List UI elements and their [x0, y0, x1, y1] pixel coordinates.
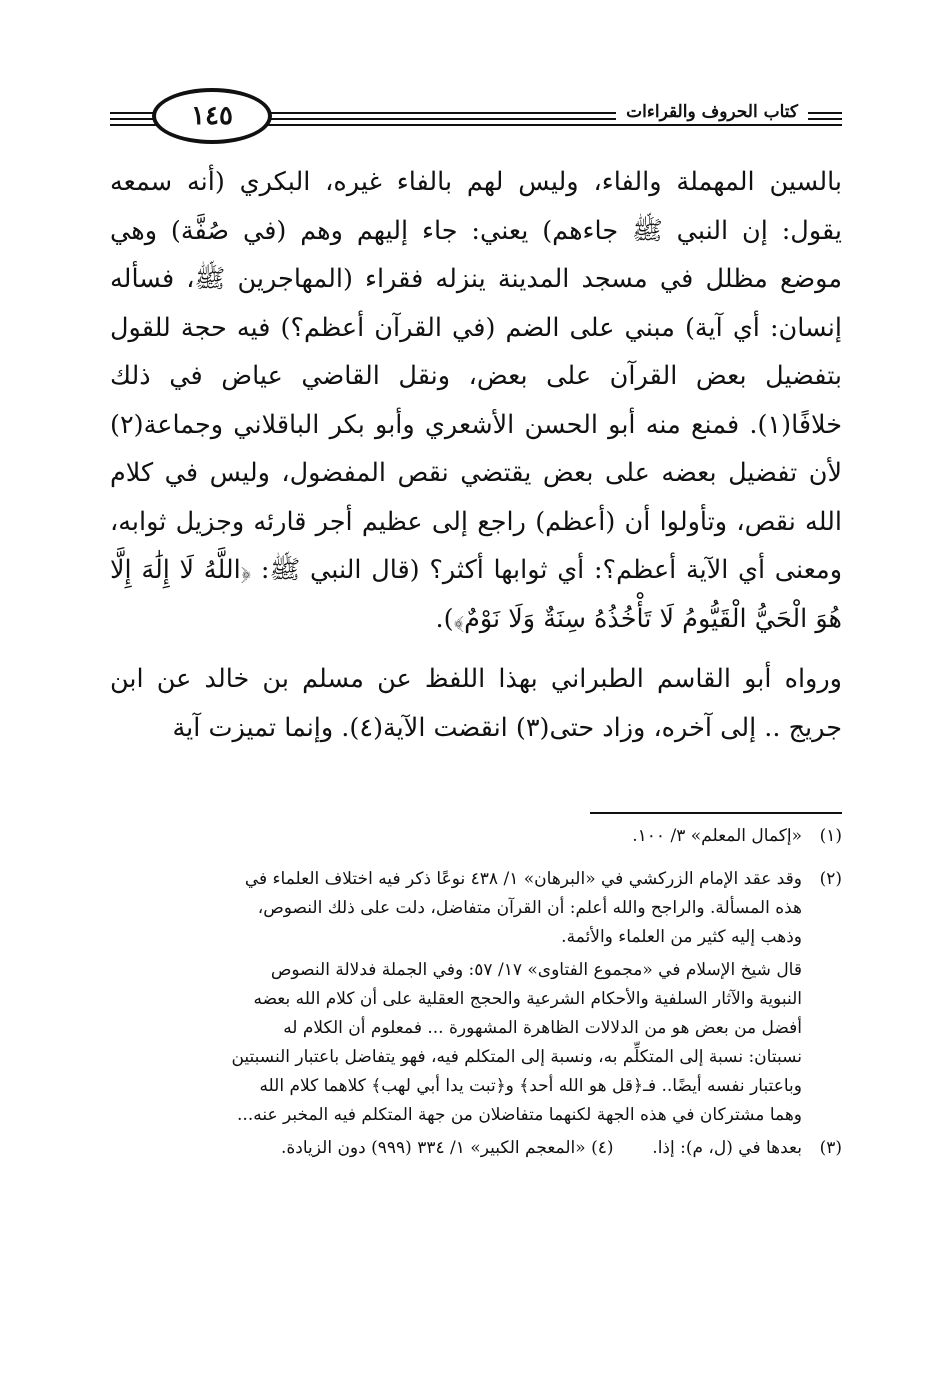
footnote-1: [110, 822, 842, 851]
paragraph-1: [110, 158, 842, 643]
footnote-number: (٤): [591, 1138, 614, 1158]
footnote-line: قال شيخ الإسلام في «مجموع الفتاوى» ١٧/ ٥٧: وفي الجملة فدلالة النصوص: [270, 960, 802, 980]
footnote-line: وذهب إليه كثير من العلماء والأئمة.: [561, 927, 802, 947]
text-line: راجع إلى عظيم أجر قارئه وجزيل ثوابه، ومعنى أي الآية أعظم؟:: [110, 506, 843, 585]
footnote-text: «المعجم الكبير» ١/ ٣٣٤ (٩٩٩) دون الزيادة.: [280, 1138, 586, 1158]
text-line: بالسين المهملة والفاء، وليس لهم بالفاء غيره، البكري (أنه سمعه يقول:: [110, 167, 843, 246]
footnote-2: [110, 865, 842, 952]
footnote-line: النبوية والآثار السلفية والأحكام الشرعية والحجج العقلية على أن كلام الله بعضه: [253, 989, 802, 1009]
text-line: في مسجد المدينة ينزله فقراء (المهاجرين ﷺ، فسأله إنسان: أي آية) مبني: [110, 264, 842, 343]
text-line: ورواه أبو القاسم الطبراني بهذا اللفظ عن مسلم بن خالد عن ابن: [110, 664, 842, 694]
footnotes: [110, 822, 842, 1163]
footnote-line: هذه المسألة. والراجح والله أعلم: أن القرآن متفاضل، دلت على ذلك النصوص،: [257, 898, 802, 918]
footnote-text: «إكمال المعلم» ٣/ ١٠٠.: [632, 826, 802, 846]
book-title: كتاب الحروف والقراءات: [616, 102, 808, 122]
footnotes-3-4: [110, 1134, 842, 1163]
footnote-text: بعدها في (ل، م): إذا.: [652, 1138, 802, 1158]
footnote-2-quote: [110, 956, 842, 1130]
text-line: الأشعري وأبو بكر الباقلاني وجماعة(٢) لأن تفضيل بعضه على بعض: [110, 409, 842, 488]
text-line: يقتضي نقص المفضول، وليس في كلام الله نقص، وتأولوا أن (أعظم): [110, 458, 843, 537]
text-line: جريج .. إلى آخره، وزاد حتى(٣) انقضت الآية(٤). وإنما تميزت آية: [172, 712, 842, 743]
text-line: تَأْخُذُهُ سِنَةٌ وَلَا نَوْمٌ﴾).: [435, 603, 652, 634]
footnote-line: وقد عقد الإمام الزركشي في «البرهان» ١/ ٤٣٨ نوعًا ذكر فيه اختلاف العلماء في: [244, 869, 802, 889]
footnote-line: أفضل من بعض هو من الدلالات الظاهرة المشهورة ... فمعلوم أن الكلام له: [283, 1018, 802, 1038]
text-line: أي ثوابها أكثر؟ (قال النبي ﷺ: ﴿اللَّهُ لَا إِلَٰهَ إِلَّا هُوَ الْحَيُّ الْقَيُّومُ لَا: [110, 555, 842, 634]
page-number: ١٤٥: [152, 88, 272, 144]
text-line: على الضم (في القرآن أعظم؟) فيه حجة للقول بتفضيل بعض القرآن على: [110, 312, 842, 391]
text-line: بعض، ونقل القاضي عياض في ذلك خلافًا(١). فمنع منه أبو الحسن: [110, 361, 843, 440]
footnote-line: وباعتبار نفسه أيضًا.. فـ﴿قل هو الله أحد﴾ و﴿تبت يدا أبي لهب﴾ كلاهما كلام الله: [259, 1076, 802, 1096]
footnote-separator: [590, 812, 842, 814]
text-line: إن النبي ﷺ جاءهم) يعني: جاء إليهم وهم (في صُفَّة) وهي موضع مظلل: [110, 215, 843, 294]
main-text: [110, 158, 842, 752]
paragraph-2: [110, 655, 842, 752]
footnote-number: (١): [819, 826, 842, 846]
footnote-line: وهما مشتركان في هذه الجهة لكنهما متفاضلان من جهة المتكلم فيه المخبر عنه...: [237, 1105, 802, 1125]
footnote-number: (٢): [819, 869, 842, 889]
footnote-line: نسبتان: نسبة إلى المتكلِّم به، ونسبة إلى المتكلم فيه، فهو يتفاضل باعتبار النسبتين: [231, 1047, 802, 1067]
page-header: [110, 88, 842, 148]
footnote-number: (٣): [819, 1138, 842, 1158]
